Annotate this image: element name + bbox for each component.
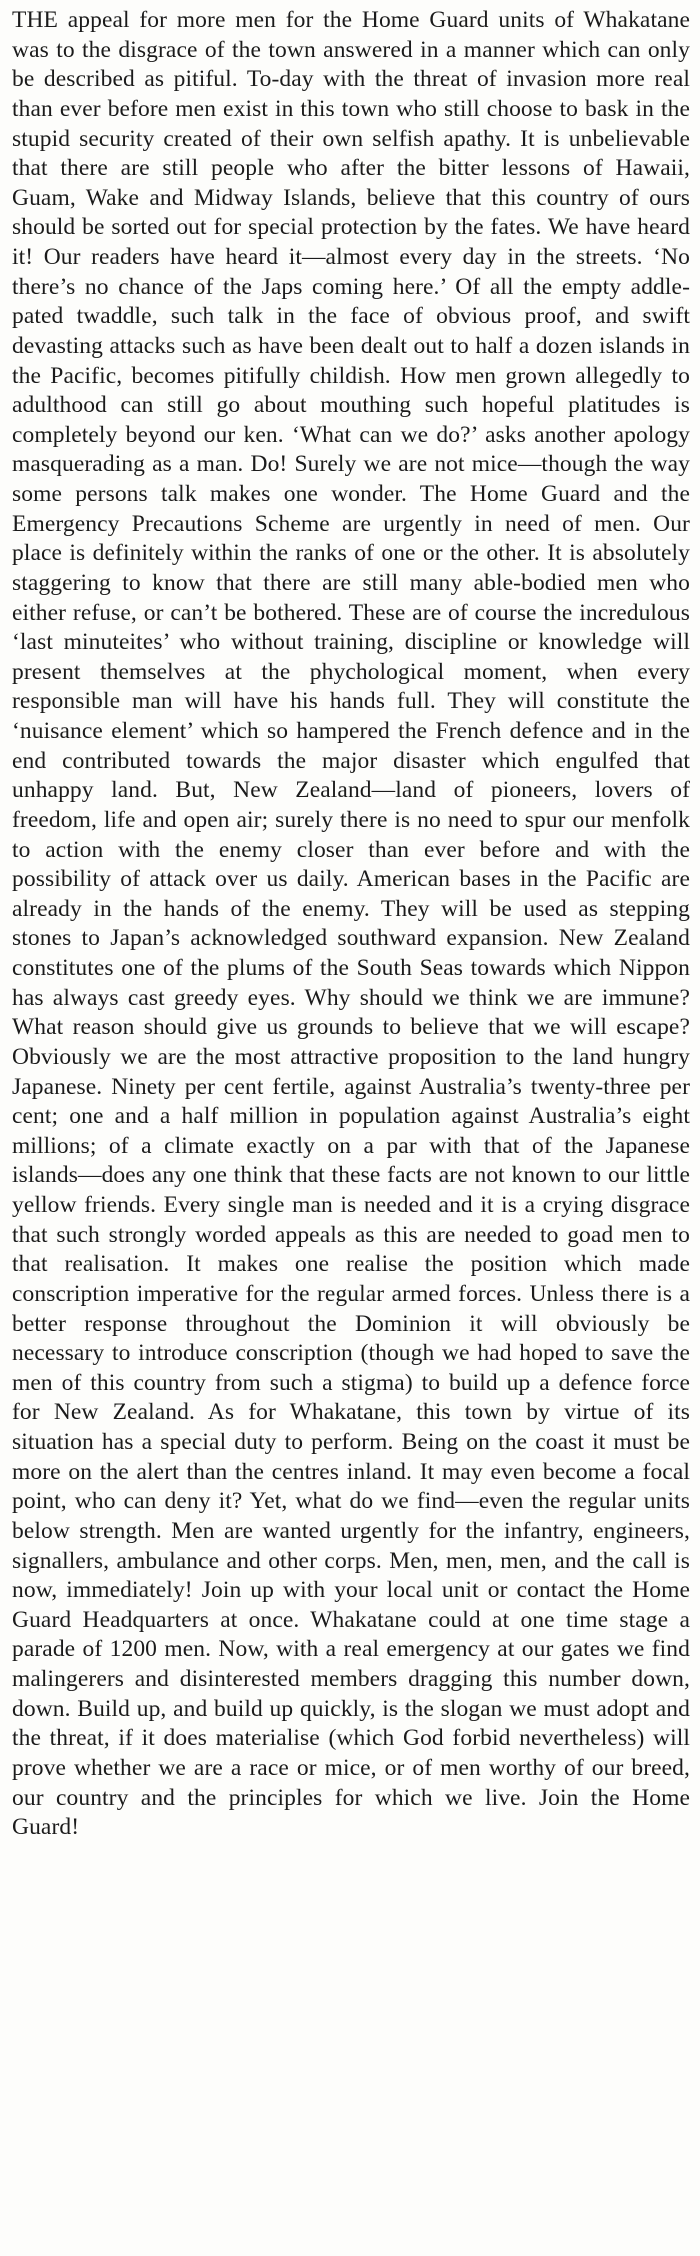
editorial-text: THE appeal for more men for the Home Guard units of Whakatane was to the disgrace of the town answered in a manner which can only be described as pitiful. To-day with the threat of invasion more real than ever before men exist in this town who still choose to bask in the stupid security created of their own selfish apathy. It is unbelievable that there are still people who after the bitter lessons of Hawaii, Guam, Wake and Midway Islands, believe that this country of ours should be sorted out for special protection by the fates. We have heard it! Our readers have heard it—almost every day in the streets. ‘No there’s no chance of the Japs coming here.’ Of all the empty addle-pated twaddle, such talk in the face of obvious proof, and swift devasting attacks such as have been dealt out to half a dozen islands in the Pacific, becomes pitifully childish. How men grown allegedly to adulthood can still go about mouthing such hopeful platitudes is completely beyond our ken. ‘What can we do?’ asks another apology masquerading as a man. Do! Surely we are not mice—though the way some persons talk makes one wonder. The Home Guard and the Emergency Precautions Scheme are urgently in need of men. Our place is definitely within the ranks of one or the other. It is absolutely staggering to know that there are still many able-bodied men who either refuse, or can’t be bothered. These are of course the incredulous ‘last minuteites’ who without training, discipline or knowledge will present themselves at the phychological moment, when every responsible man will have his hands full. They will constitute the ‘nuisance element’ which so hampered the French defence and in the end contributed towards the major disaster which engulfed that unhappy land. But, New Zealand—land of pioneers, lovers of freedom, life and open air; surely there is no need to spur our menfolk to action with the enemy closer than ever before and with the possibility of attack over us daily. American bases in the Pacific are already in the hands of the enemy. They will be used as stepping stones to Japan’s acknowledged southward expansion. New Zealand constitutes one of the plums of the South Seas towards which Nippon has always cast greedy eyes. Why should we think we are immune? What reason should give us grounds to believe that we will escape? Obviously we are the most attractive proposition to the land hungry Japanese. Ninety per cent fertile, against Australia’s twenty-three per cent; one and a half million in population against Australia’s eight millions; of a climate exactly on a par with that of the Japanese islands—does any one think that these facts are not known to our little yellow friends. Every single man is needed and it is a crying disgrace that such strongly worded appeals as this are needed to goad men to that realisation. It makes one realise the position which made conscription imperative for the regular armed forces. Unless there is a better response throughout the Dominion it will obviously be necessary to introduce conscription (though we had hoped to save the men of this country from such a stigma) to build up a defence force for New Zealand. As for Whakatane, this town by virtue of its situation has a special duty to perform. Being on the coast it must be more on the alert than the centres inland. It may even become a focal point, who can deny it? Yet, what do we find—even the regular units below strength. Men are wanted urgently for the infantry, engineers, signallers, ambulance and other corps. Men, men, men, and the call is now, immediately! Join up with your local unit or contact the Home Guard Headquarters at once. Whakatane could at one time stage a parade of 1200 men. Now, with a real emergency at our gates we find malingerers and disinterested members dragging this number down, down. Build up, and build up quickly, is the slogan we must adopt and the threat, if it does materialise (which God forbid nevertheless) will prove whether we are a race or mice, or of men worthy of our breed, our country and the principles for which we live. Join the Home Guard! [12,7,690,1841]
